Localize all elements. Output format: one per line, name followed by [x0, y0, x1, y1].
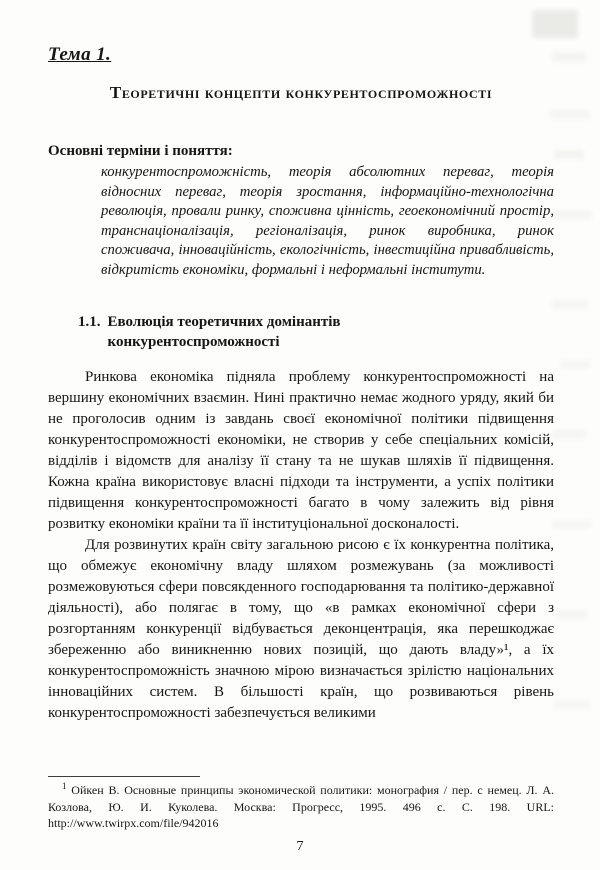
section-number: 1.1. — [78, 313, 101, 330]
terms-list: конкурентоспроможність, теорія абсолютних переваг, теорія відносних переваг, теорія зростання, інформаційно-технологічна революція, провали ринку, споживна цінність, геоекономічний простір, транснаціоналізація, регіоналізація, ринок виробника, ринок споживача, інноваційність, екологічність, інвестиційна привабливість, відкритість економіки, формальні і неформальні інститути. — [101, 164, 554, 278]
body-paragraph: Ринкова економіка підняла проблему конкурентоспроможності на вершину економічних взаємин. Нині практично немає жодного уряду, який би не проголосив одним із завдань своєї економічної політики підвищення конкурентоспроможності економіки, не створив у себе спеціальних комісій, відділів і відомств для аналізу її стану та не шукав шляхів її підвищення. Кожна країна використовує власні підходи та інструменти, а успіх політики підвищення конкурентоспроможності багато в чому залежить від рівня розвитку економіки країни та її інституціональної досконалості. — [48, 368, 554, 532]
page-title: Теоретичні концепти конкурентоспроможності — [109, 83, 493, 102]
footnote-text: Ойкен В. Основные принципы экономической политики: монография / пер. с немец. Л. А. Козлова, Ю. И. Куколева. Москва: Прогресс, 1995. 496 с. С. 198. URL: — [48, 783, 555, 814]
theme-label: Тема 1. — [48, 44, 112, 65]
footnote — [48, 782, 554, 832]
footnote-separator — [48, 776, 200, 777]
section-heading — [78, 312, 554, 353]
body-paragraph: Для розвинутих країн світу загальною рисою є їх конкурентна політика, що обмежує економічну владу шляхом розмежувань (за можливості розмежовуються сфери повсякденного господарювання та політико-державної діяльності), або полягає в тому, що «в рамках економічної сфери з розгортанням конкуренції відбувається деконцентрація, яка перешкоджає збереженню або виникненню нових позицій, що дають владу»¹, а їх конкурентоспроможність значною мірою визначається зрілістю національних інноваційних систем. В більшості країн, що розвиваються рівень конкурентоспроможності забезпечується великими — [48, 536, 554, 721]
footnote-block — [48, 776, 554, 832]
section-title: Еволюція теоретичних домінантів конкурентоспроможності — [107, 313, 341, 351]
terms-heading: Основні терміни і поняття: — [48, 143, 233, 159]
footnote-url: http://www.twirpx.com/file/942016 — [48, 816, 219, 830]
footnote-marker: 1 — [62, 781, 67, 791]
page-number: 7 — [296, 839, 304, 854]
